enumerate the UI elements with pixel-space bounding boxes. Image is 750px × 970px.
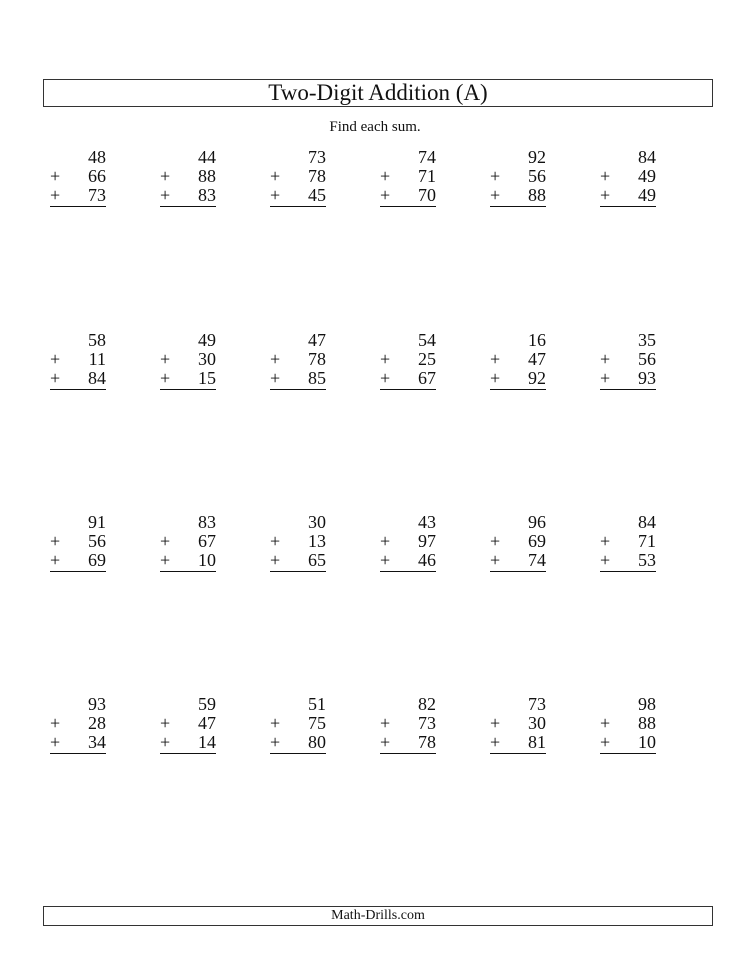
- addend: 73: [528, 694, 546, 714]
- addend: 56: [88, 531, 106, 551]
- addend: 25: [418, 349, 436, 369]
- plus-sign: +: [490, 349, 501, 369]
- addend-line: [380, 695, 436, 714]
- addend: 46: [418, 550, 436, 570]
- sum-rule: [380, 206, 436, 207]
- addend: 88: [198, 166, 216, 186]
- addend: 88: [528, 185, 546, 205]
- addend: 92: [528, 147, 546, 167]
- sum-rule: [50, 389, 106, 390]
- addend-line-with-plus: [600, 350, 656, 369]
- addend: 48: [88, 147, 106, 167]
- addend: 47: [528, 349, 546, 369]
- addend: 78: [308, 349, 326, 369]
- plus-sign: +: [50, 185, 61, 205]
- addend: 44: [198, 147, 216, 167]
- sum-rule: [490, 753, 546, 754]
- plus-sign: +: [270, 732, 281, 752]
- addend: 83: [198, 185, 216, 205]
- addend: 59: [198, 694, 216, 714]
- addend-line-with-plus: [380, 167, 436, 186]
- addend-line: [490, 513, 546, 532]
- addend-line-with-plus: [600, 551, 656, 570]
- sum-rule: [600, 206, 656, 207]
- addend-line-with-plus: [490, 532, 546, 551]
- addend: 69: [88, 550, 106, 570]
- addend-line-with-plus: [270, 186, 326, 205]
- plus-sign: +: [270, 531, 281, 551]
- addend-line-with-plus: [160, 714, 216, 733]
- plus-sign: +: [600, 732, 611, 752]
- addend: 30: [308, 512, 326, 532]
- addend: 43: [418, 512, 436, 532]
- addend: 14: [198, 732, 216, 752]
- addend-line-with-plus: [50, 551, 106, 570]
- addend-line-with-plus: [50, 369, 106, 388]
- plus-sign: +: [50, 166, 61, 186]
- addend: 84: [638, 512, 656, 532]
- addend-line-with-plus: [380, 186, 436, 205]
- addition-problem: [50, 148, 106, 207]
- addend: 81: [528, 732, 546, 752]
- addend-line-with-plus: [600, 369, 656, 388]
- plus-sign: +: [490, 166, 501, 186]
- addend-line-with-plus: [270, 551, 326, 570]
- sum-rule: [600, 571, 656, 572]
- addend-line: [50, 148, 106, 167]
- plus-sign: +: [160, 185, 171, 205]
- addend: 96: [528, 512, 546, 532]
- addend-line-with-plus: [270, 350, 326, 369]
- plus-sign: +: [50, 531, 61, 551]
- plus-sign: +: [600, 531, 611, 551]
- plus-sign: +: [50, 732, 61, 752]
- addend-line: [270, 331, 326, 350]
- addend: 28: [88, 713, 106, 733]
- addend-line-with-plus: [160, 167, 216, 186]
- addend: 84: [88, 368, 106, 388]
- sum-rule: [380, 389, 436, 390]
- addend: 85: [308, 368, 326, 388]
- addend-line-with-plus: [270, 369, 326, 388]
- addition-problem: [50, 695, 106, 754]
- sum-rule: [490, 206, 546, 207]
- plus-sign: +: [380, 531, 391, 551]
- sum-rule: [160, 753, 216, 754]
- addend: 82: [418, 694, 436, 714]
- plus-sign: +: [160, 732, 171, 752]
- addition-problem: [380, 695, 436, 754]
- addend: 84: [638, 147, 656, 167]
- sum-rule: [160, 389, 216, 390]
- addend: 78: [308, 166, 326, 186]
- plus-sign: +: [160, 368, 171, 388]
- addend: 34: [88, 732, 106, 752]
- addend-line-with-plus: [50, 733, 106, 752]
- sum-rule: [160, 206, 216, 207]
- plus-sign: +: [490, 550, 501, 570]
- addition-problem: [160, 148, 216, 207]
- plus-sign: +: [270, 349, 281, 369]
- addend: 13: [308, 531, 326, 551]
- addend-line: [270, 148, 326, 167]
- addend: 78: [418, 732, 436, 752]
- plus-sign: +: [160, 550, 171, 570]
- plus-sign: +: [270, 368, 281, 388]
- footer-box: [43, 906, 713, 926]
- addend: 98: [638, 694, 656, 714]
- addend-line-with-plus: [600, 532, 656, 551]
- sum-rule: [270, 206, 326, 207]
- addend-line-with-plus: [490, 733, 546, 752]
- addend: 65: [308, 550, 326, 570]
- addend: 30: [198, 349, 216, 369]
- addend-line: [490, 331, 546, 350]
- plus-sign: +: [380, 166, 391, 186]
- plus-sign: +: [50, 550, 61, 570]
- addend-line: [380, 148, 436, 167]
- addend: 93: [88, 694, 106, 714]
- addend-line: [600, 513, 656, 532]
- addend-line: [380, 331, 436, 350]
- addend: 70: [418, 185, 436, 205]
- plus-sign: +: [50, 349, 61, 369]
- plus-sign: +: [270, 185, 281, 205]
- addend-line: [490, 695, 546, 714]
- addend-line: [160, 513, 216, 532]
- addend: 10: [198, 550, 216, 570]
- addend-line-with-plus: [160, 350, 216, 369]
- plus-sign: +: [50, 368, 61, 388]
- addend-line: [380, 513, 436, 532]
- addend: 75: [308, 713, 326, 733]
- footer-site: Math-Drills.com: [331, 908, 425, 923]
- addend-line-with-plus: [50, 350, 106, 369]
- addend: 91: [88, 512, 106, 532]
- plus-sign: +: [380, 368, 391, 388]
- sum-rule: [160, 571, 216, 572]
- addition-problem: [270, 148, 326, 207]
- addend: 53: [638, 550, 656, 570]
- addend-line-with-plus: [50, 532, 106, 551]
- addend: 92: [528, 368, 546, 388]
- addend-line: [160, 331, 216, 350]
- plus-sign: +: [160, 349, 171, 369]
- sum-rule: [600, 389, 656, 390]
- addend-line-with-plus: [160, 532, 216, 551]
- sum-rule: [50, 753, 106, 754]
- addition-problem: [160, 331, 216, 390]
- sum-rule: [270, 389, 326, 390]
- sum-rule: [380, 753, 436, 754]
- addend-line-with-plus: [380, 350, 436, 369]
- addend: 11: [88, 349, 106, 369]
- addend: 54: [418, 330, 436, 350]
- addition-problem: [490, 331, 546, 390]
- addend: 49: [638, 166, 656, 186]
- addend: 58: [88, 330, 106, 350]
- addend-line: [490, 148, 546, 167]
- plus-sign: +: [380, 732, 391, 752]
- addend-line-with-plus: [50, 167, 106, 186]
- addend-line-with-plus: [380, 733, 436, 752]
- addend-line-with-plus: [380, 369, 436, 388]
- addition-problem: [160, 695, 216, 754]
- addend: 73: [308, 147, 326, 167]
- addend-line-with-plus: [600, 733, 656, 752]
- addend-line: [160, 695, 216, 714]
- addition-problem: [490, 148, 546, 207]
- plus-sign: +: [380, 185, 391, 205]
- addition-problem: [160, 513, 216, 572]
- plus-sign: +: [490, 185, 501, 205]
- addend: 69: [528, 531, 546, 551]
- addition-problem: [490, 513, 546, 572]
- plus-sign: +: [160, 166, 171, 186]
- addend-line-with-plus: [270, 532, 326, 551]
- addend-line: [50, 513, 106, 532]
- addend: 74: [528, 550, 546, 570]
- addend-line: [270, 513, 326, 532]
- addend-line-with-plus: [270, 714, 326, 733]
- addend-line-with-plus: [50, 186, 106, 205]
- addition-problem: [270, 695, 326, 754]
- sum-rule: [490, 571, 546, 572]
- addition-problem: [600, 513, 656, 572]
- addend: 93: [638, 368, 656, 388]
- addend-line-with-plus: [380, 551, 436, 570]
- addition-problem: [380, 513, 436, 572]
- plus-sign: +: [270, 550, 281, 570]
- addend-line: [270, 695, 326, 714]
- plus-sign: +: [380, 349, 391, 369]
- addend-line-with-plus: [380, 714, 436, 733]
- addend: 30: [528, 713, 546, 733]
- addend: 71: [418, 166, 436, 186]
- addition-problem: [50, 513, 106, 572]
- addend: 67: [198, 531, 216, 551]
- addend-line-with-plus: [490, 369, 546, 388]
- addend: 45: [308, 185, 326, 205]
- addend-line: [160, 148, 216, 167]
- addend: 10: [638, 732, 656, 752]
- sum-rule: [50, 206, 106, 207]
- addend-line-with-plus: [160, 551, 216, 570]
- plus-sign: +: [600, 349, 611, 369]
- sum-rule: [600, 753, 656, 754]
- addend: 80: [308, 732, 326, 752]
- addend-line-with-plus: [600, 186, 656, 205]
- addend: 66: [88, 166, 106, 186]
- plus-sign: +: [490, 531, 501, 551]
- addend-line-with-plus: [50, 714, 106, 733]
- plus-sign: +: [490, 713, 501, 733]
- addend-line-with-plus: [160, 369, 216, 388]
- instructions: Find each sum.: [329, 119, 421, 135]
- sum-rule: [50, 571, 106, 572]
- addition-problem: [270, 513, 326, 572]
- addition-problem: [490, 695, 546, 754]
- addend: 71: [638, 531, 656, 551]
- addend-line: [600, 331, 656, 350]
- addend-line-with-plus: [490, 551, 546, 570]
- sum-rule: [380, 571, 436, 572]
- plus-sign: +: [600, 713, 611, 733]
- addend: 83: [198, 512, 216, 532]
- sum-rule: [490, 389, 546, 390]
- addend: 49: [638, 185, 656, 205]
- addend: 51: [308, 694, 326, 714]
- plus-sign: +: [490, 732, 501, 752]
- addend-line-with-plus: [270, 733, 326, 752]
- addend-line-with-plus: [490, 350, 546, 369]
- addition-problem: [600, 148, 656, 207]
- addend: 35: [638, 330, 656, 350]
- addend: 49: [198, 330, 216, 350]
- addend-line: [50, 695, 106, 714]
- addend: 56: [638, 349, 656, 369]
- addend-line-with-plus: [380, 532, 436, 551]
- addition-problem: [600, 695, 656, 754]
- plus-sign: +: [600, 185, 611, 205]
- addition-problem: [270, 331, 326, 390]
- addend-line-with-plus: [490, 714, 546, 733]
- plus-sign: +: [490, 368, 501, 388]
- addend-line: [600, 148, 656, 167]
- addend: 73: [418, 713, 436, 733]
- addend: 47: [308, 330, 326, 350]
- sum-rule: [270, 571, 326, 572]
- addend: 56: [528, 166, 546, 186]
- addend-line-with-plus: [600, 714, 656, 733]
- addend: 97: [418, 531, 436, 551]
- plus-sign: +: [160, 531, 171, 551]
- plus-sign: +: [380, 550, 391, 570]
- addition-problem: [380, 148, 436, 207]
- addend-line-with-plus: [490, 167, 546, 186]
- addend: 47: [198, 713, 216, 733]
- addend-line-with-plus: [160, 186, 216, 205]
- plus-sign: +: [600, 368, 611, 388]
- addend-line-with-plus: [490, 186, 546, 205]
- plus-sign: +: [160, 713, 171, 733]
- addend: 88: [638, 713, 656, 733]
- addition-problem: [50, 331, 106, 390]
- addend: 16: [528, 330, 546, 350]
- addition-problem: [380, 331, 436, 390]
- plus-sign: +: [270, 166, 281, 186]
- addend-line: [600, 695, 656, 714]
- plus-sign: +: [380, 713, 391, 733]
- plus-sign: +: [270, 713, 281, 733]
- addend-line: [50, 331, 106, 350]
- plus-sign: +: [50, 713, 61, 733]
- addend: 74: [418, 147, 436, 167]
- addend-line-with-plus: [160, 733, 216, 752]
- addend: 73: [88, 185, 106, 205]
- plus-sign: +: [600, 550, 611, 570]
- worksheet-title: Two-Digit Addition (A): [268, 80, 488, 105]
- addend-line-with-plus: [270, 167, 326, 186]
- plus-sign: +: [600, 166, 611, 186]
- addition-problem: [600, 331, 656, 390]
- addend: 15: [198, 368, 216, 388]
- addend: 67: [418, 368, 436, 388]
- sum-rule: [270, 753, 326, 754]
- addend-line-with-plus: [600, 167, 656, 186]
